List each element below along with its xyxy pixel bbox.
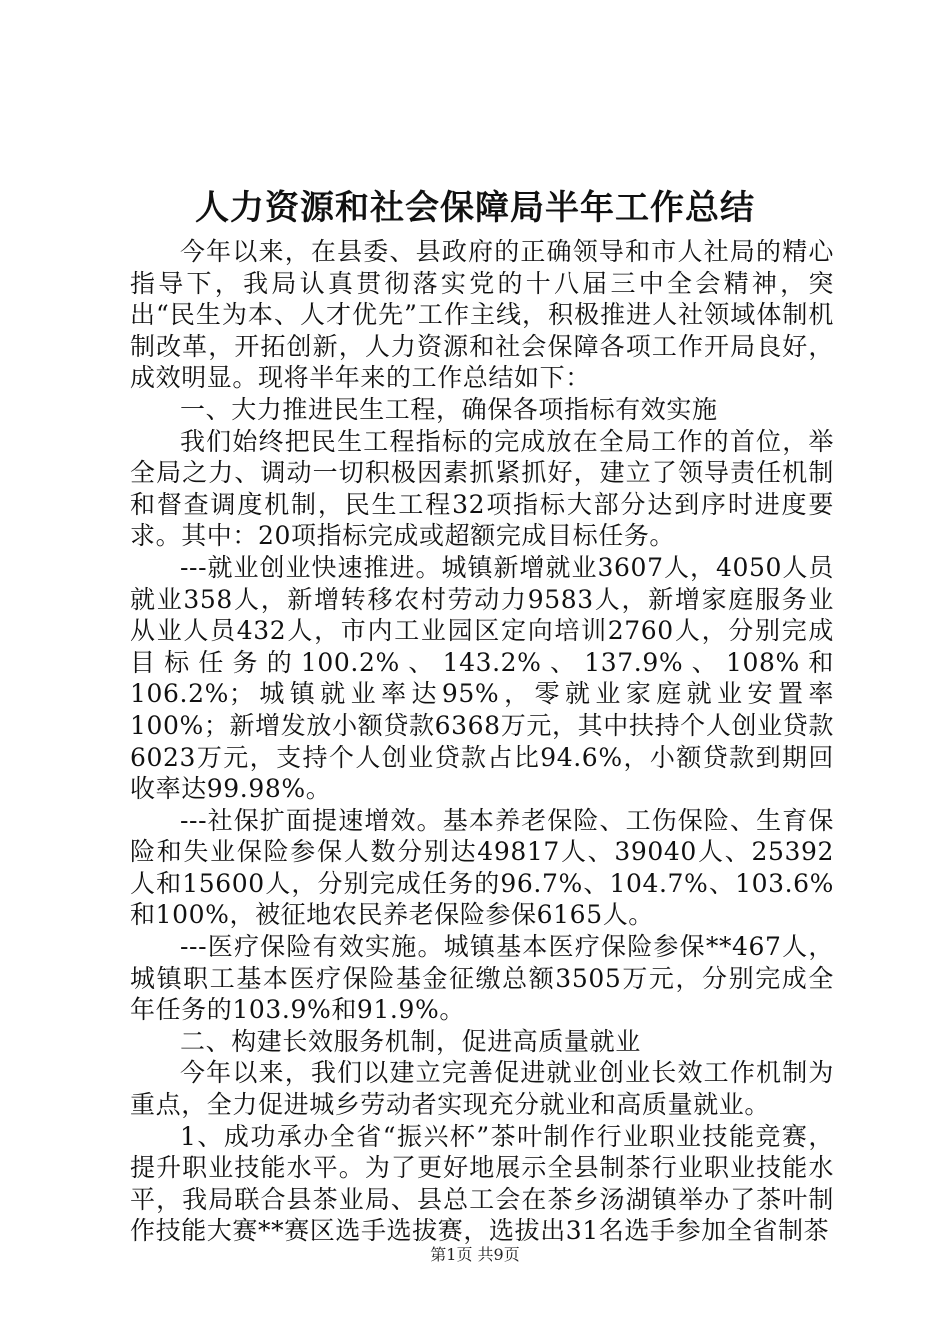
document-body	[130, 236, 834, 1247]
paragraph-intro: 今年以来，在县委、县政府的正确领导和市人社局的精心指导下，我局认真贯彻落实党的十八届三中全会精神，突出“民生为本、人才优先”工作主线，积极推进人社领域体制机制改革，开拓创新，人力资源和社会保障各项工作开局良好，成效明显。现将半年来的工作总结如下：	[130, 237, 834, 393]
section-heading-1: 一、大力推进民生工程，确保各项指标有效实施	[180, 394, 718, 424]
paragraph-service-mechanism: 今年以来，我们以建立完善促进就业创业长效工作机制为重点，全力促进城乡劳动者实现充分就业和高质量就业。	[130, 1058, 834, 1120]
paragraph-social-insurance: ---社保扩面提速增效。基本养老保险、工伤保险、生育保险和失业保险参保人数分别达49817人、39040人、25392人和15600人，分别完成任务的96.7%、104.7%、103.6%和100%，被征地农民养老保险参保6165人。	[130, 805, 834, 930]
document-title: 人力资源和社会保障局半年工作总结	[195, 188, 755, 228]
page-footer: 第1页 共9页	[430, 1245, 520, 1264]
paragraph-employment: ---就业创业快速推进。城镇新增就业3607人，4050人员就业358人，新增转移农村劳动力9583人，新增家庭服务业从业人员432人，市内工业园区定向培训2760人，分别完成目标任务的100.2%、143.2%、137.9%、108%和106.2%；城镇就业率达95%，零就业家庭就业安置率100%；新增发放小额贷款6368万元，其中扶持个人创业贷款6023万元，支持个人创业贷款占比94.6%，小额贷款到期回收率达99.98%。	[130, 552, 834, 804]
paragraph-livelihood: 我们始终把民生工程指标的完成放在全局工作的首位，举全局之力、调动一切积极因素抓紧抓好，建立了领导责任机制和督查调度机制，民生工程32项指标大部分达到序时进度要求。其中：20项指标完成或超额完成目标任务。	[130, 426, 834, 551]
section-heading-2: 二、构建长效服务机制，促进高质量就业	[180, 1026, 641, 1056]
paragraph-medical-insurance: ---医疗保险有效实施。城镇基本医疗保险参保**467人，城镇职工基本医疗保险基金征缴总额3505万元，分别完成全年任务的103.9%和91.9%。	[130, 932, 834, 1025]
paragraph-skills-competition: 1、成功承办全省“振兴杯”茶叶制作行业职业技能竞赛，提升职业技能水平。为了更好地展示全县制茶行业职业技能水平，我局联合县茶业局、县总工会在茶乡汤湖镇举办了茶叶制作技能大赛**赛区选手选拔赛，选拔出31名选手参加全省制茶	[130, 1121, 834, 1246]
